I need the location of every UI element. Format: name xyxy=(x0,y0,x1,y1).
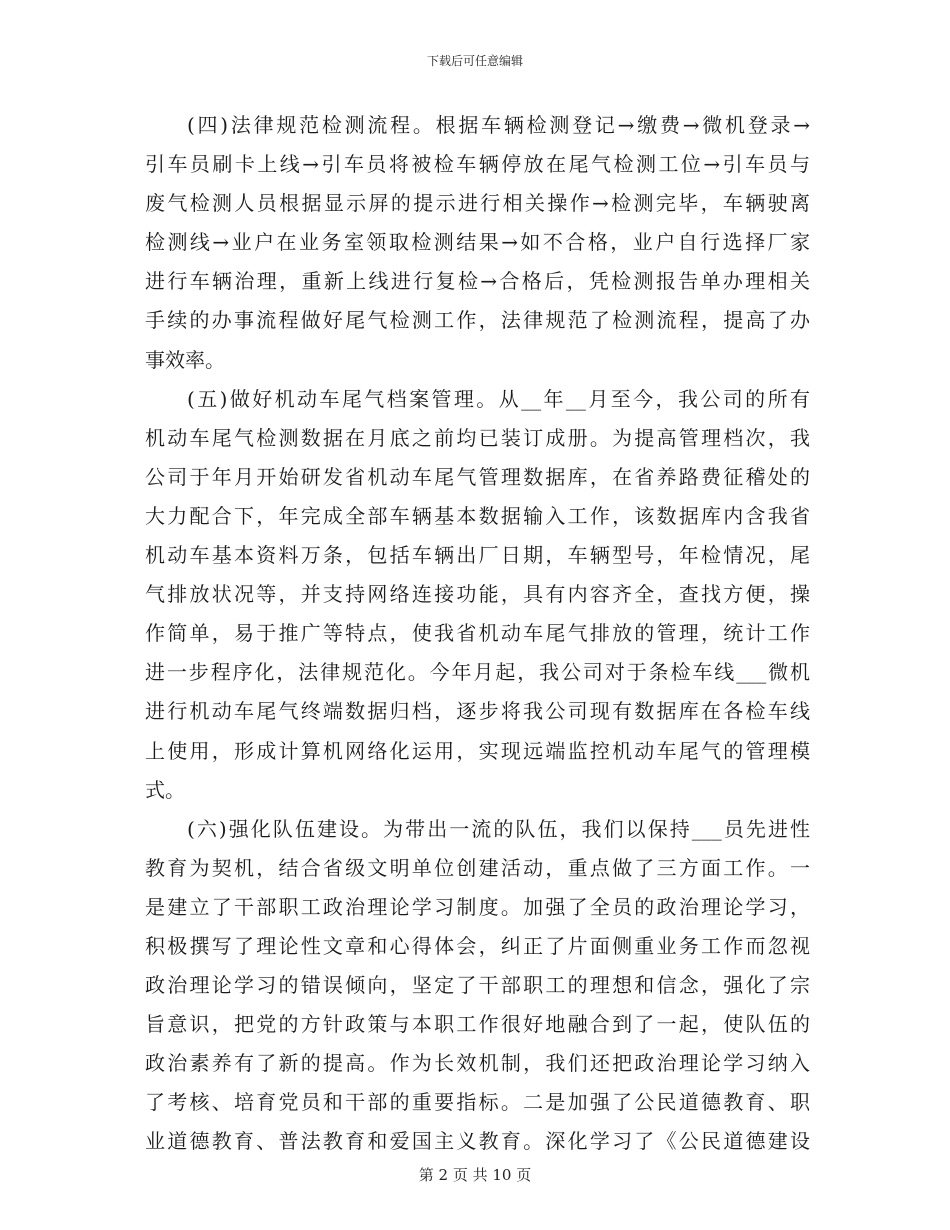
document-body xyxy=(145,106,810,1162)
page-header: 下载后可任意编辑 xyxy=(426,54,523,68)
paragraph-5-line: 上使用，形成计算机网络化运用，实现远端监控机动车尾气的管理模 xyxy=(145,738,810,763)
paragraph-4-line: 引车员刷卡上线→引车员将被检车辆停放在尾气检测工位→引车员与 xyxy=(145,152,810,177)
paragraph-5-line: 进一步程序化，法律规范化。今年月起，我公司对于条检车线___微机 xyxy=(145,660,810,685)
page-footer: 第 2 页 共 10 页 xyxy=(418,1166,532,1184)
paragraph-6-line: 政治理论学习的错误倾向，坚定了干部职工的理想和信念，强化了宗 xyxy=(145,973,810,998)
paragraph-5-line: 进行机动车尾气终端数据归档，逐步将我公司现有数据库在各检车线 xyxy=(145,699,810,724)
paragraph-6-line: 积极撰写了理论性文章和心得体会，纠正了片面侧重业务工作而忽视 xyxy=(145,933,810,958)
paragraph-5-line: 作简单，易于推广等特点，使我省机动车尾气排放的管理，统计工作 xyxy=(145,621,810,646)
paragraph-5-line: 机动车基本资料万条，包括车辆出厂日期，车辆型号，年检情况，尾 xyxy=(145,543,810,568)
paragraph-6-line: 业道德教育、普法教育和爱国主义教育。深化学习了《公民道德建设 xyxy=(145,1129,810,1154)
paragraph-4-line: 事效率。 xyxy=(145,347,225,372)
paragraph-4-line: 进行车辆治理，重新上线进行复检→合格后，凭检测报告单办理相关 xyxy=(145,269,810,294)
paragraph-5-line: 机动车尾气检测数据在月底之前均已装订成册。为提高管理档次，我 xyxy=(145,425,810,450)
paragraph-6-line: 政治素养有了新的提高。作为长效机制，我们还把政治理论学习纳入 xyxy=(145,1051,810,1076)
paragraph-4-line: (四)法律规范检测流程。根据车辆检测登记→缴费→微机登录→ xyxy=(187,113,810,137)
paragraph-5-line: 公司于年月开始研发省机动车尾气管理数据库，在省养路费征稽处的 xyxy=(145,464,810,489)
paragraph-4-line: 废气检测人员根据显示屏的提示进行相关操作→检测完毕，车辆驶离 xyxy=(145,191,810,216)
paragraph-4-line: 检测线→业户在业务室领取检测结果→如不合格，业户自行选择厂家 xyxy=(145,230,810,255)
paragraph-5-line: (五)做好机动车尾气档案管理。从__年__月至今，我公司的所有 xyxy=(187,386,810,411)
paragraph-6-line: 是建立了干部职工政治理论学习制度。加强了全员的政治理论学习， xyxy=(145,894,810,919)
paragraph-6-line: 了考核、培育党员和干部的重要指标。二是加强了公民道德教育、职 xyxy=(145,1090,810,1115)
paragraph-6-line: 旨意识，把党的方针政策与本职工作很好地融合到了一起，使队伍的 xyxy=(145,1012,810,1037)
paragraph-6-line: 教育为契机，结合省级文明单位创建活动，重点做了三方面工作。一 xyxy=(145,855,810,880)
paragraph-5-line: 大力配合下，年完成全部车辆基本数据输入工作，该数据库内含我省 xyxy=(145,503,810,528)
paragraph-5-line: 气排放状况等，并支持网络连接功能，具有内容齐全，查找方便，操 xyxy=(145,582,810,607)
paragraph-5-line: 式。 xyxy=(145,777,185,802)
paragraph-4-line: 手续的办事流程做好尾气检测工作，法律规范了检测流程，提高了办 xyxy=(145,308,810,333)
paragraph-6-line: (六)强化队伍建设。为带出一流的队伍，我们以保持___员先进性 xyxy=(187,816,810,841)
